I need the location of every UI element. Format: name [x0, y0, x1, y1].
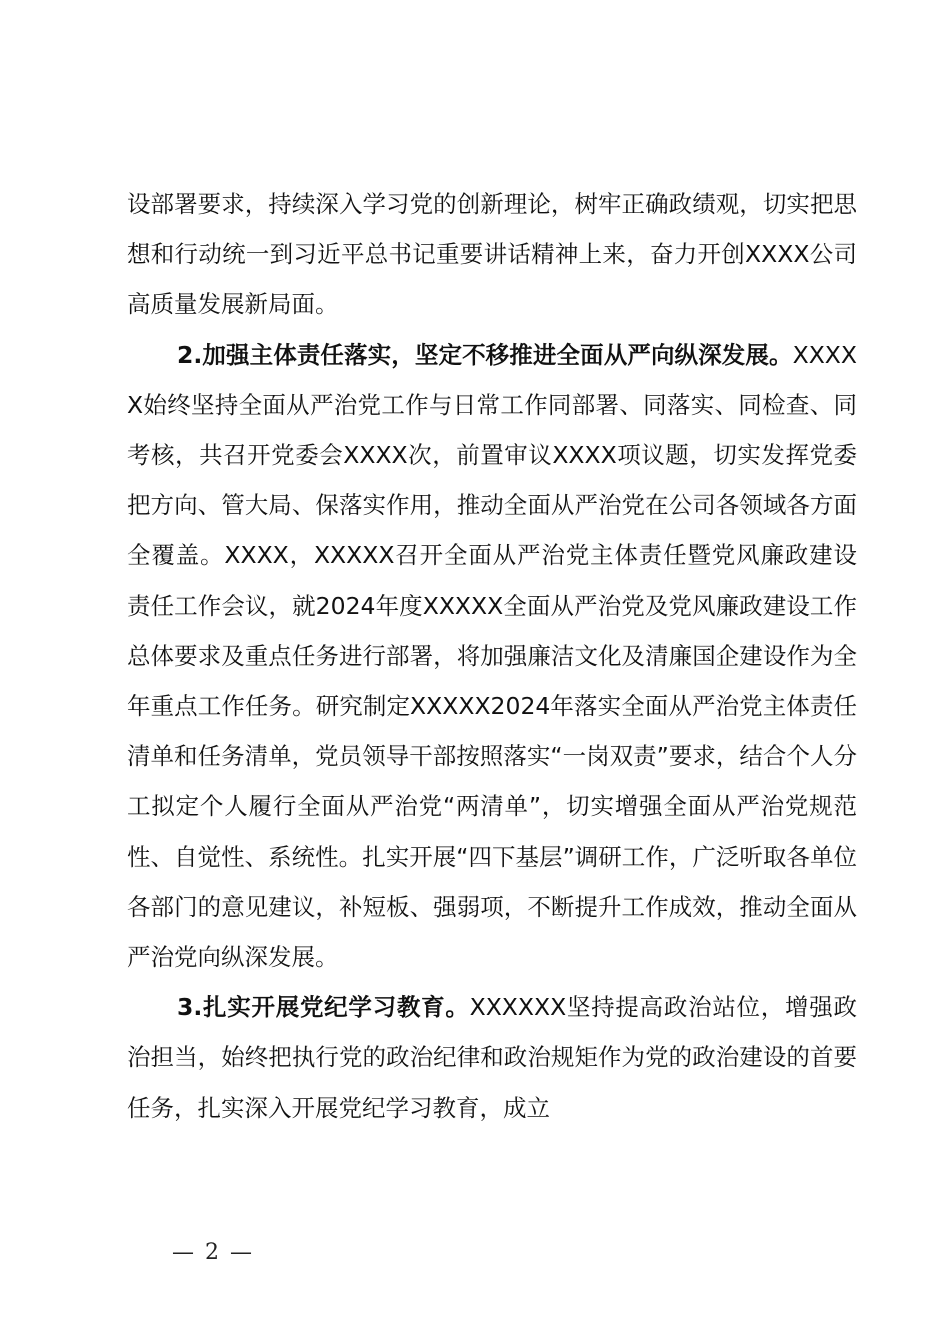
- document-body: [127, 179, 857, 1133]
- page-number: — 2 —: [172, 1240, 254, 1265]
- paragraph-continuation: [127, 179, 857, 330]
- paragraph-text: XXXXXX坚持提高政治站位，增强政治担当，始终把执行党的政治纪律和政治规矩作为党的政治建设的首要任务，扎实深入开展党纪学习教育，成立: [127, 993, 857, 1122]
- section-heading-3: 3.扎实开展党纪学习教育。: [177, 993, 470, 1022]
- section-heading-2: 2.加强主体责任落实，坚定不移推进全面从严向纵深发展。: [177, 340, 793, 369]
- paragraph-3: [127, 982, 857, 1133]
- paragraph-text: 设部署要求，持续深入学习党的创新理论，树牢正确政绩观，切实把思想和行动统一到习近平总书记重要讲话精神上来，奋力开创XXXX公司高质量发展新局面。: [127, 190, 857, 319]
- paragraph-text: XXXXX始终坚持全面从严治党工作与日常工作同部署、同落实、同检查、同考核，共召开党委会XXXX次，前置审议XXXX项议题，切实发挥党委把方向、管大局、保落实作用，推动全面从严治党在公司各领域各方面全覆盖。XXXX，XXXXX召开全面从严治党主体责任暨党风廉政建设责任工作会议，就2024年度XXXXX全面从严治党及党风廉政建设工作总体要求及重点任务进行部署，将加强廉洁文化及清廉国企建设作为全年重点工作任务。研究制定XXXXX2024年落实全面从严治党主体责任清单和任务清单，党员领导干部按照落实“一岗双责”要求，结合个人分工拟定个人履行全面从严治党“两清单”，切实增强全面从严治党规范性、自觉性、系统性。扎实开展“四下基层”调研工作，广泛听取各单位各部门的意见建议，补短板、强弱项，不断提升工作成效，推动全面从严治党向纵深发展。: [127, 340, 857, 972]
- paragraph-2: [127, 330, 857, 983]
